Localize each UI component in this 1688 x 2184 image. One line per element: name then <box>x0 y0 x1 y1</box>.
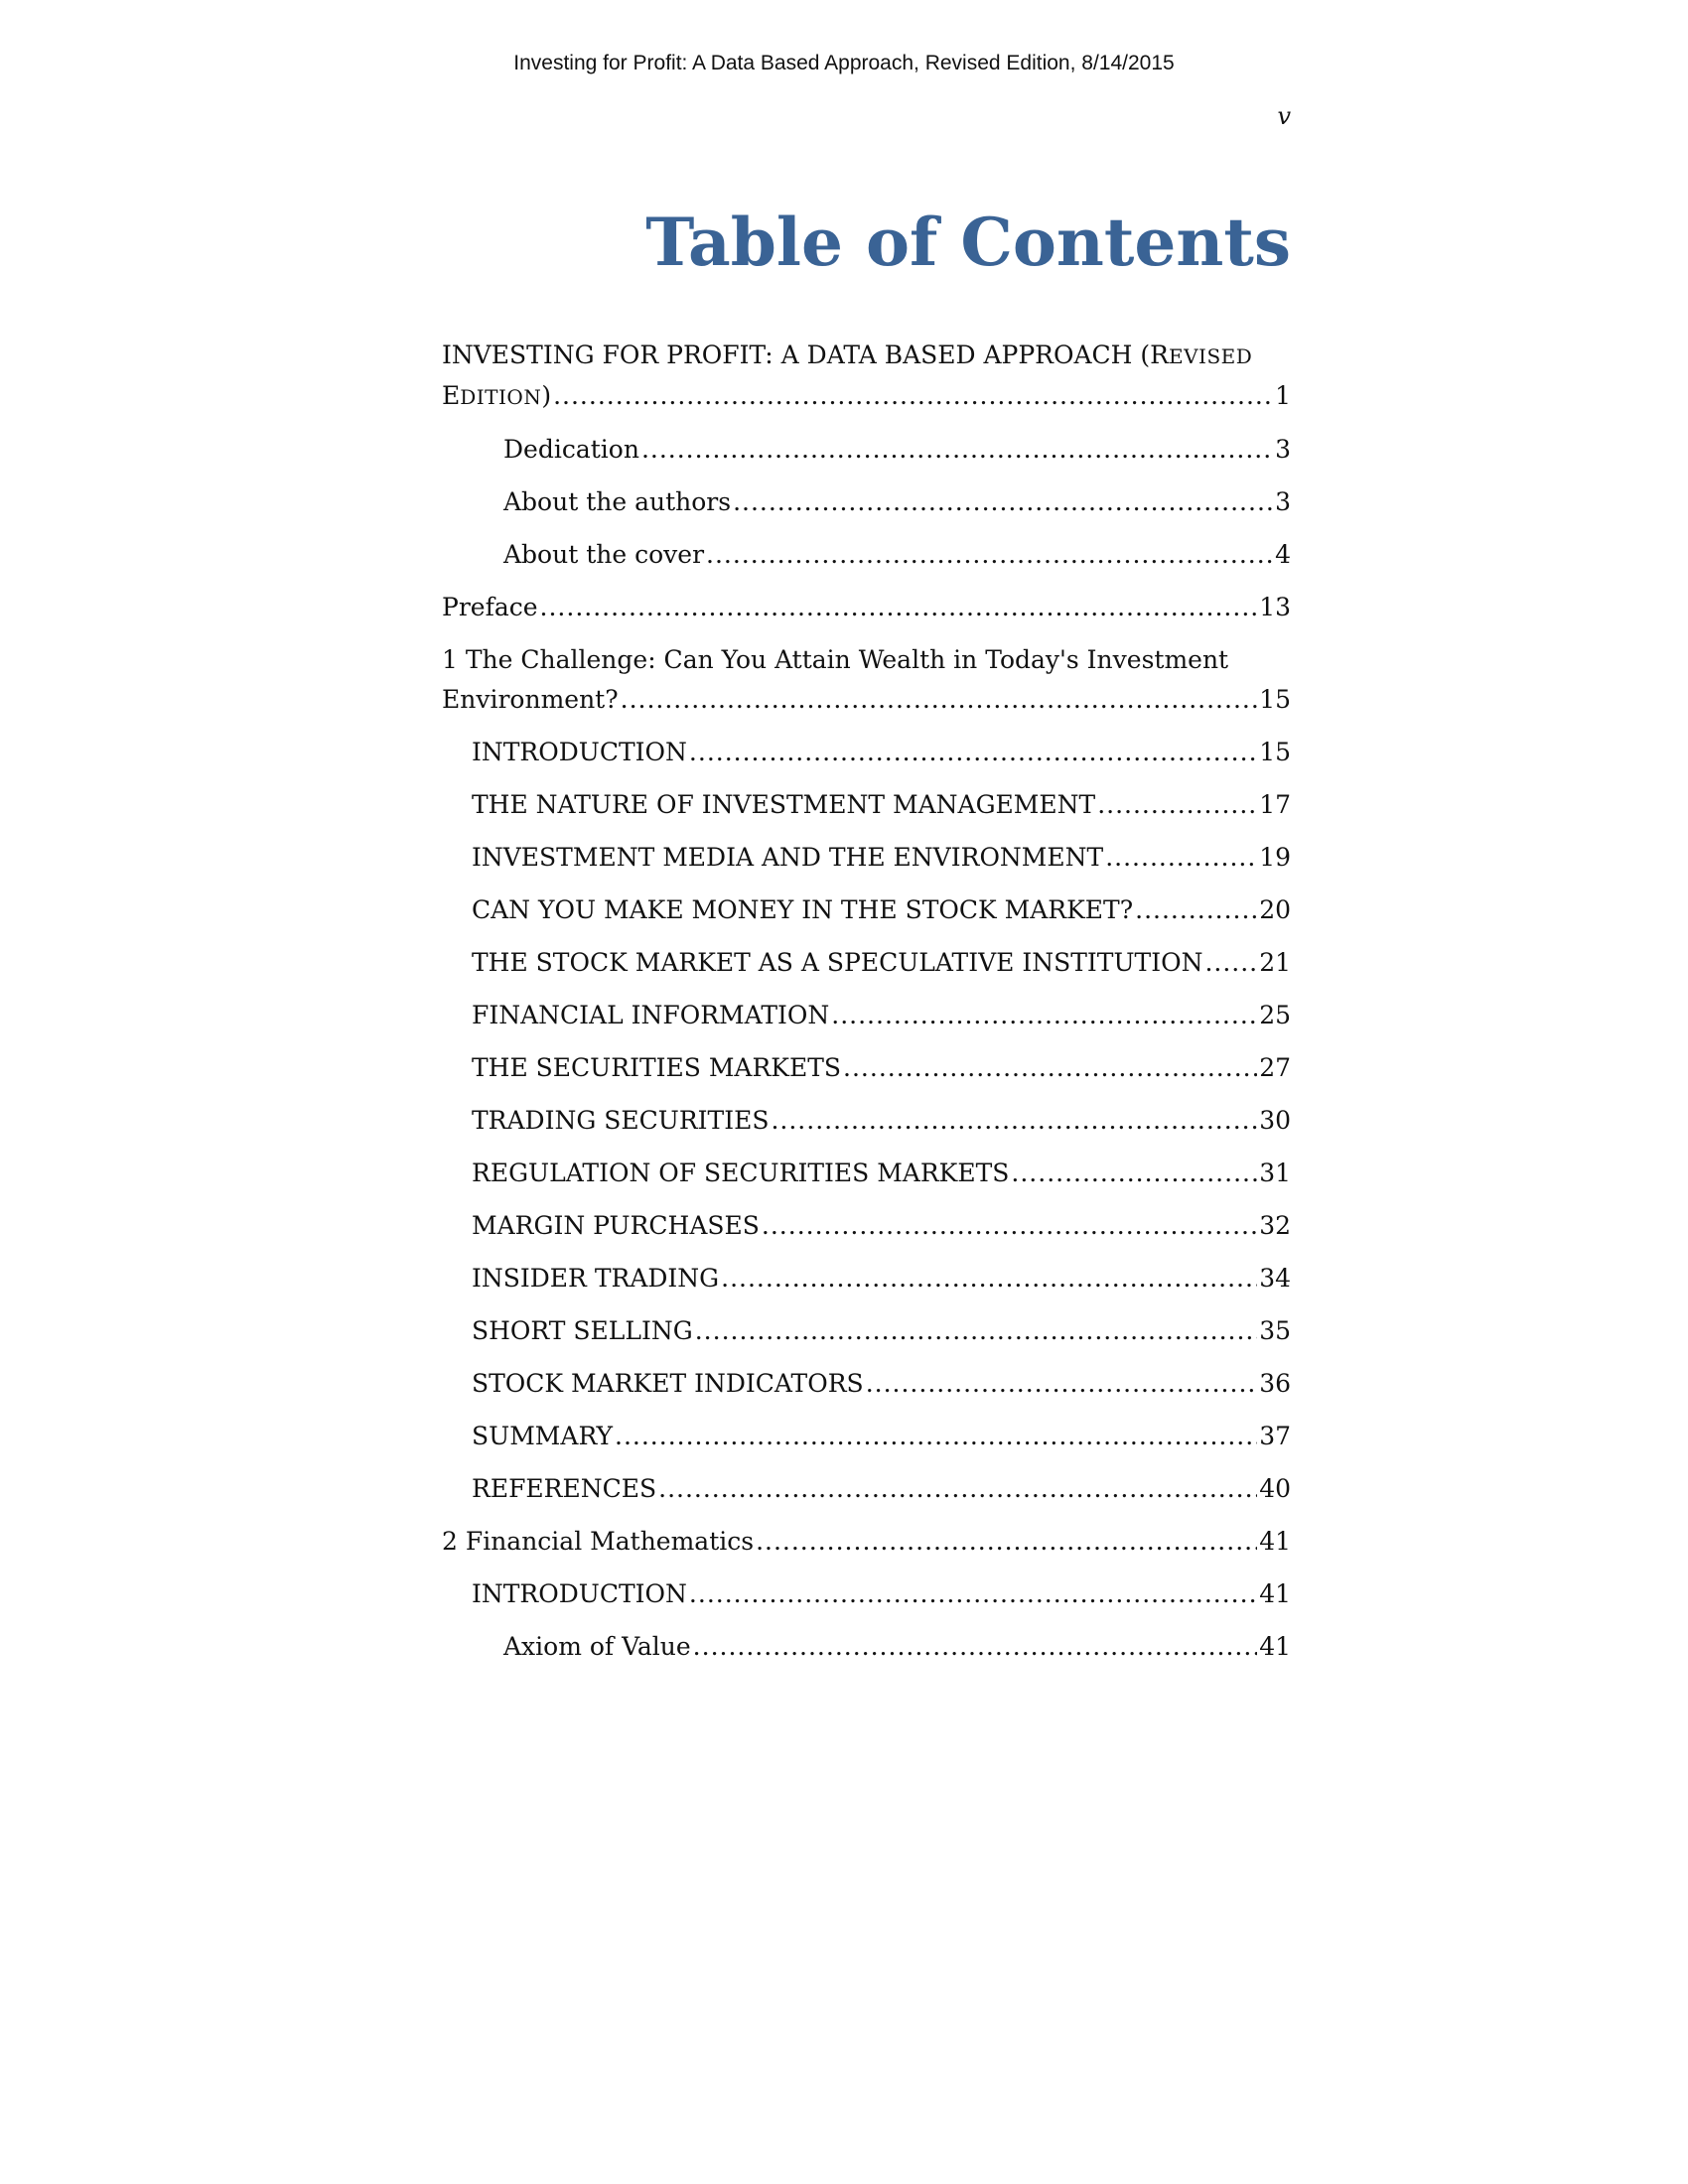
toc-entry-margin-purchases[interactable] <box>442 1206 1291 1246</box>
toc-entry-label: SHORT SELLING <box>472 1316 693 1345</box>
toc-entry-page: 41 <box>1259 1632 1291 1661</box>
dot-leader <box>615 1417 1257 1456</box>
toc-entry-page: 41 <box>1259 1527 1291 1556</box>
toc-entry-label: THE NATURE OF INVESTMENT MANAGEMENT <box>472 790 1096 819</box>
toc-entry-first-line-smallcaps: EVISED <box>1169 344 1253 368</box>
toc-entry-page: 17 <box>1259 790 1291 819</box>
dot-leader <box>689 733 1257 772</box>
page-number: v <box>1277 102 1291 130</box>
toc-entry-investment-media[interactable] <box>442 838 1291 878</box>
toc-entry-label: REGULATION OF SECURITIES MARKETS <box>472 1159 1010 1187</box>
toc-entry-page: 15 <box>1259 738 1291 766</box>
toc-entry-label: THE STOCK MARKET AS A SPECULATIVE INSTITUTION <box>472 948 1203 977</box>
toc-entry-page: 30 <box>1259 1106 1291 1135</box>
dot-leader <box>641 430 1273 470</box>
dot-leader <box>756 1522 1257 1562</box>
toc-entry-dedication[interactable] <box>442 430 1291 470</box>
toc-entry-chapter-1[interactable] <box>442 640 1291 720</box>
dot-leader <box>621 680 1258 720</box>
toc-entry-label: MARGIN PURCHASES <box>472 1211 760 1240</box>
toc-entry-nature-of-investment-management[interactable] <box>442 785 1291 825</box>
toc-entry-page: 35 <box>1259 1316 1291 1345</box>
toc-entry-label-smallcaps: DITION <box>460 385 542 409</box>
running-header: Investing for Profit: A Data Based Approach, Revised Edition, 8/14/2015 <box>513 52 1175 74</box>
dot-leader <box>689 1574 1257 1614</box>
toc-entry-label: Preface <box>442 593 538 621</box>
toc-entry-financial-information[interactable] <box>442 996 1291 1035</box>
toc-entry-label: TRADING SECURITIES <box>472 1106 770 1135</box>
toc-entry-axiom-of-value[interactable] <box>442 1627 1291 1667</box>
toc-entry-label: INTRODUCTION <box>472 1579 687 1608</box>
toc-entry-insider-trading[interactable] <box>442 1259 1291 1298</box>
toc-entry-page: 13 <box>1259 593 1291 621</box>
dot-leader <box>866 1364 1258 1404</box>
dot-leader <box>695 1311 1257 1351</box>
toc-entry-page: 3 <box>1275 487 1291 516</box>
toc-entry-book-title[interactable] <box>442 336 1291 417</box>
toc-entry-page: 3 <box>1275 435 1291 464</box>
dot-leader <box>1135 890 1257 930</box>
toc-entry-page: 31 <box>1259 1159 1291 1187</box>
toc-entry-page: 27 <box>1259 1053 1291 1082</box>
toc-entry-short-selling[interactable] <box>442 1311 1291 1351</box>
toc-entry-label: STOCK MARKET INDICATORS <box>472 1369 864 1398</box>
dot-leader <box>1011 1154 1257 1193</box>
toc-entry-page: 20 <box>1259 895 1291 924</box>
toc-entry-label: INTRODUCTION <box>472 738 687 766</box>
toc-entry-securities-markets[interactable] <box>442 1048 1291 1088</box>
dot-leader <box>733 482 1273 522</box>
toc-entry-page: 4 <box>1275 540 1291 569</box>
dot-leader <box>658 1469 1257 1509</box>
toc-entry-speculative-institution[interactable] <box>442 943 1291 983</box>
toc-entry-page: 34 <box>1259 1264 1291 1293</box>
dot-leader <box>843 1048 1257 1088</box>
toc-entry-page: 40 <box>1259 1474 1291 1503</box>
toc-entry-about-the-cover[interactable] <box>442 535 1291 575</box>
dot-leader <box>693 1627 1258 1667</box>
toc-entry-label: INSIDER TRADING <box>472 1264 720 1293</box>
toc-entry-label: 2 Financial Mathematics <box>442 1527 755 1556</box>
dot-leader <box>553 376 1273 416</box>
dot-leader <box>762 1206 1257 1246</box>
toc-entry-label: INVESTMENT MEDIA AND THE ENVIRONMENT <box>472 843 1104 872</box>
toc-entry-label: About the cover <box>503 540 705 569</box>
toc-entry-stock-market-indicators[interactable] <box>442 1364 1291 1404</box>
toc-entry-references[interactable] <box>442 1469 1291 1509</box>
toc-entry-page: 37 <box>1259 1422 1291 1450</box>
toc-entry-first-line: INVESTING FOR PROFIT: A DATA BASED APPROACH (R <box>442 341 1170 369</box>
toc-entry-page: 15 <box>1259 685 1291 714</box>
toc-entry-label: REFERENCES <box>472 1474 657 1503</box>
toc-entry-label: SUMMARY <box>472 1422 614 1450</box>
toc-entry-label-initial: E <box>442 381 461 410</box>
dot-leader <box>1105 838 1257 878</box>
page-title: Table of Contents <box>645 204 1291 281</box>
toc-entry-label: CAN YOU MAKE MONEY IN THE STOCK MARKET? <box>472 895 1134 924</box>
toc-entry-chapter-2[interactable] <box>442 1522 1291 1562</box>
toc-entry-page: 41 <box>1259 1579 1291 1608</box>
toc-entry-about-the-authors[interactable] <box>442 482 1291 522</box>
toc-entry-label: Dedication <box>503 435 639 464</box>
toc-entry-label: Axiom of Value <box>503 1632 691 1661</box>
dot-leader <box>706 535 1273 575</box>
toc-entry-preface[interactable] <box>442 588 1291 627</box>
toc-entry-summary[interactable] <box>442 1417 1291 1456</box>
toc-entry-page: 19 <box>1259 843 1291 872</box>
toc-entry-label-close: ) <box>541 381 552 410</box>
dot-leader <box>540 588 1258 627</box>
toc-entry-can-you-make-money[interactable] <box>442 890 1291 930</box>
toc-entry-regulation[interactable] <box>442 1154 1291 1193</box>
toc-entry-label: THE SECURITIES MARKETS <box>472 1053 842 1082</box>
dot-leader <box>831 996 1257 1035</box>
toc-entry-page: 1 <box>1275 381 1291 410</box>
dot-leader <box>771 1101 1257 1141</box>
toc-entry-introduction-ch2[interactable] <box>442 1574 1291 1614</box>
toc-entry-page: 36 <box>1259 1369 1291 1398</box>
toc-entry-label: FINANCIAL INFORMATION <box>472 1001 830 1029</box>
dot-leader <box>1097 785 1257 825</box>
dot-leader <box>721 1259 1257 1298</box>
toc-entry-trading-securities[interactable] <box>442 1101 1291 1141</box>
toc-entry-page: 21 <box>1259 948 1291 977</box>
toc-entry-label: About the authors <box>503 487 732 516</box>
toc-entry-first-line: 1 The Challenge: Can You Attain Wealth in Today's Investment <box>442 645 1229 674</box>
toc-entry-label: Environment? <box>442 685 619 714</box>
table-of-contents <box>442 336 1291 1680</box>
dot-leader <box>1204 943 1257 983</box>
toc-entry-page: 32 <box>1259 1211 1291 1240</box>
toc-entry-page: 25 <box>1259 1001 1291 1029</box>
toc-entry-introduction[interactable] <box>442 733 1291 772</box>
